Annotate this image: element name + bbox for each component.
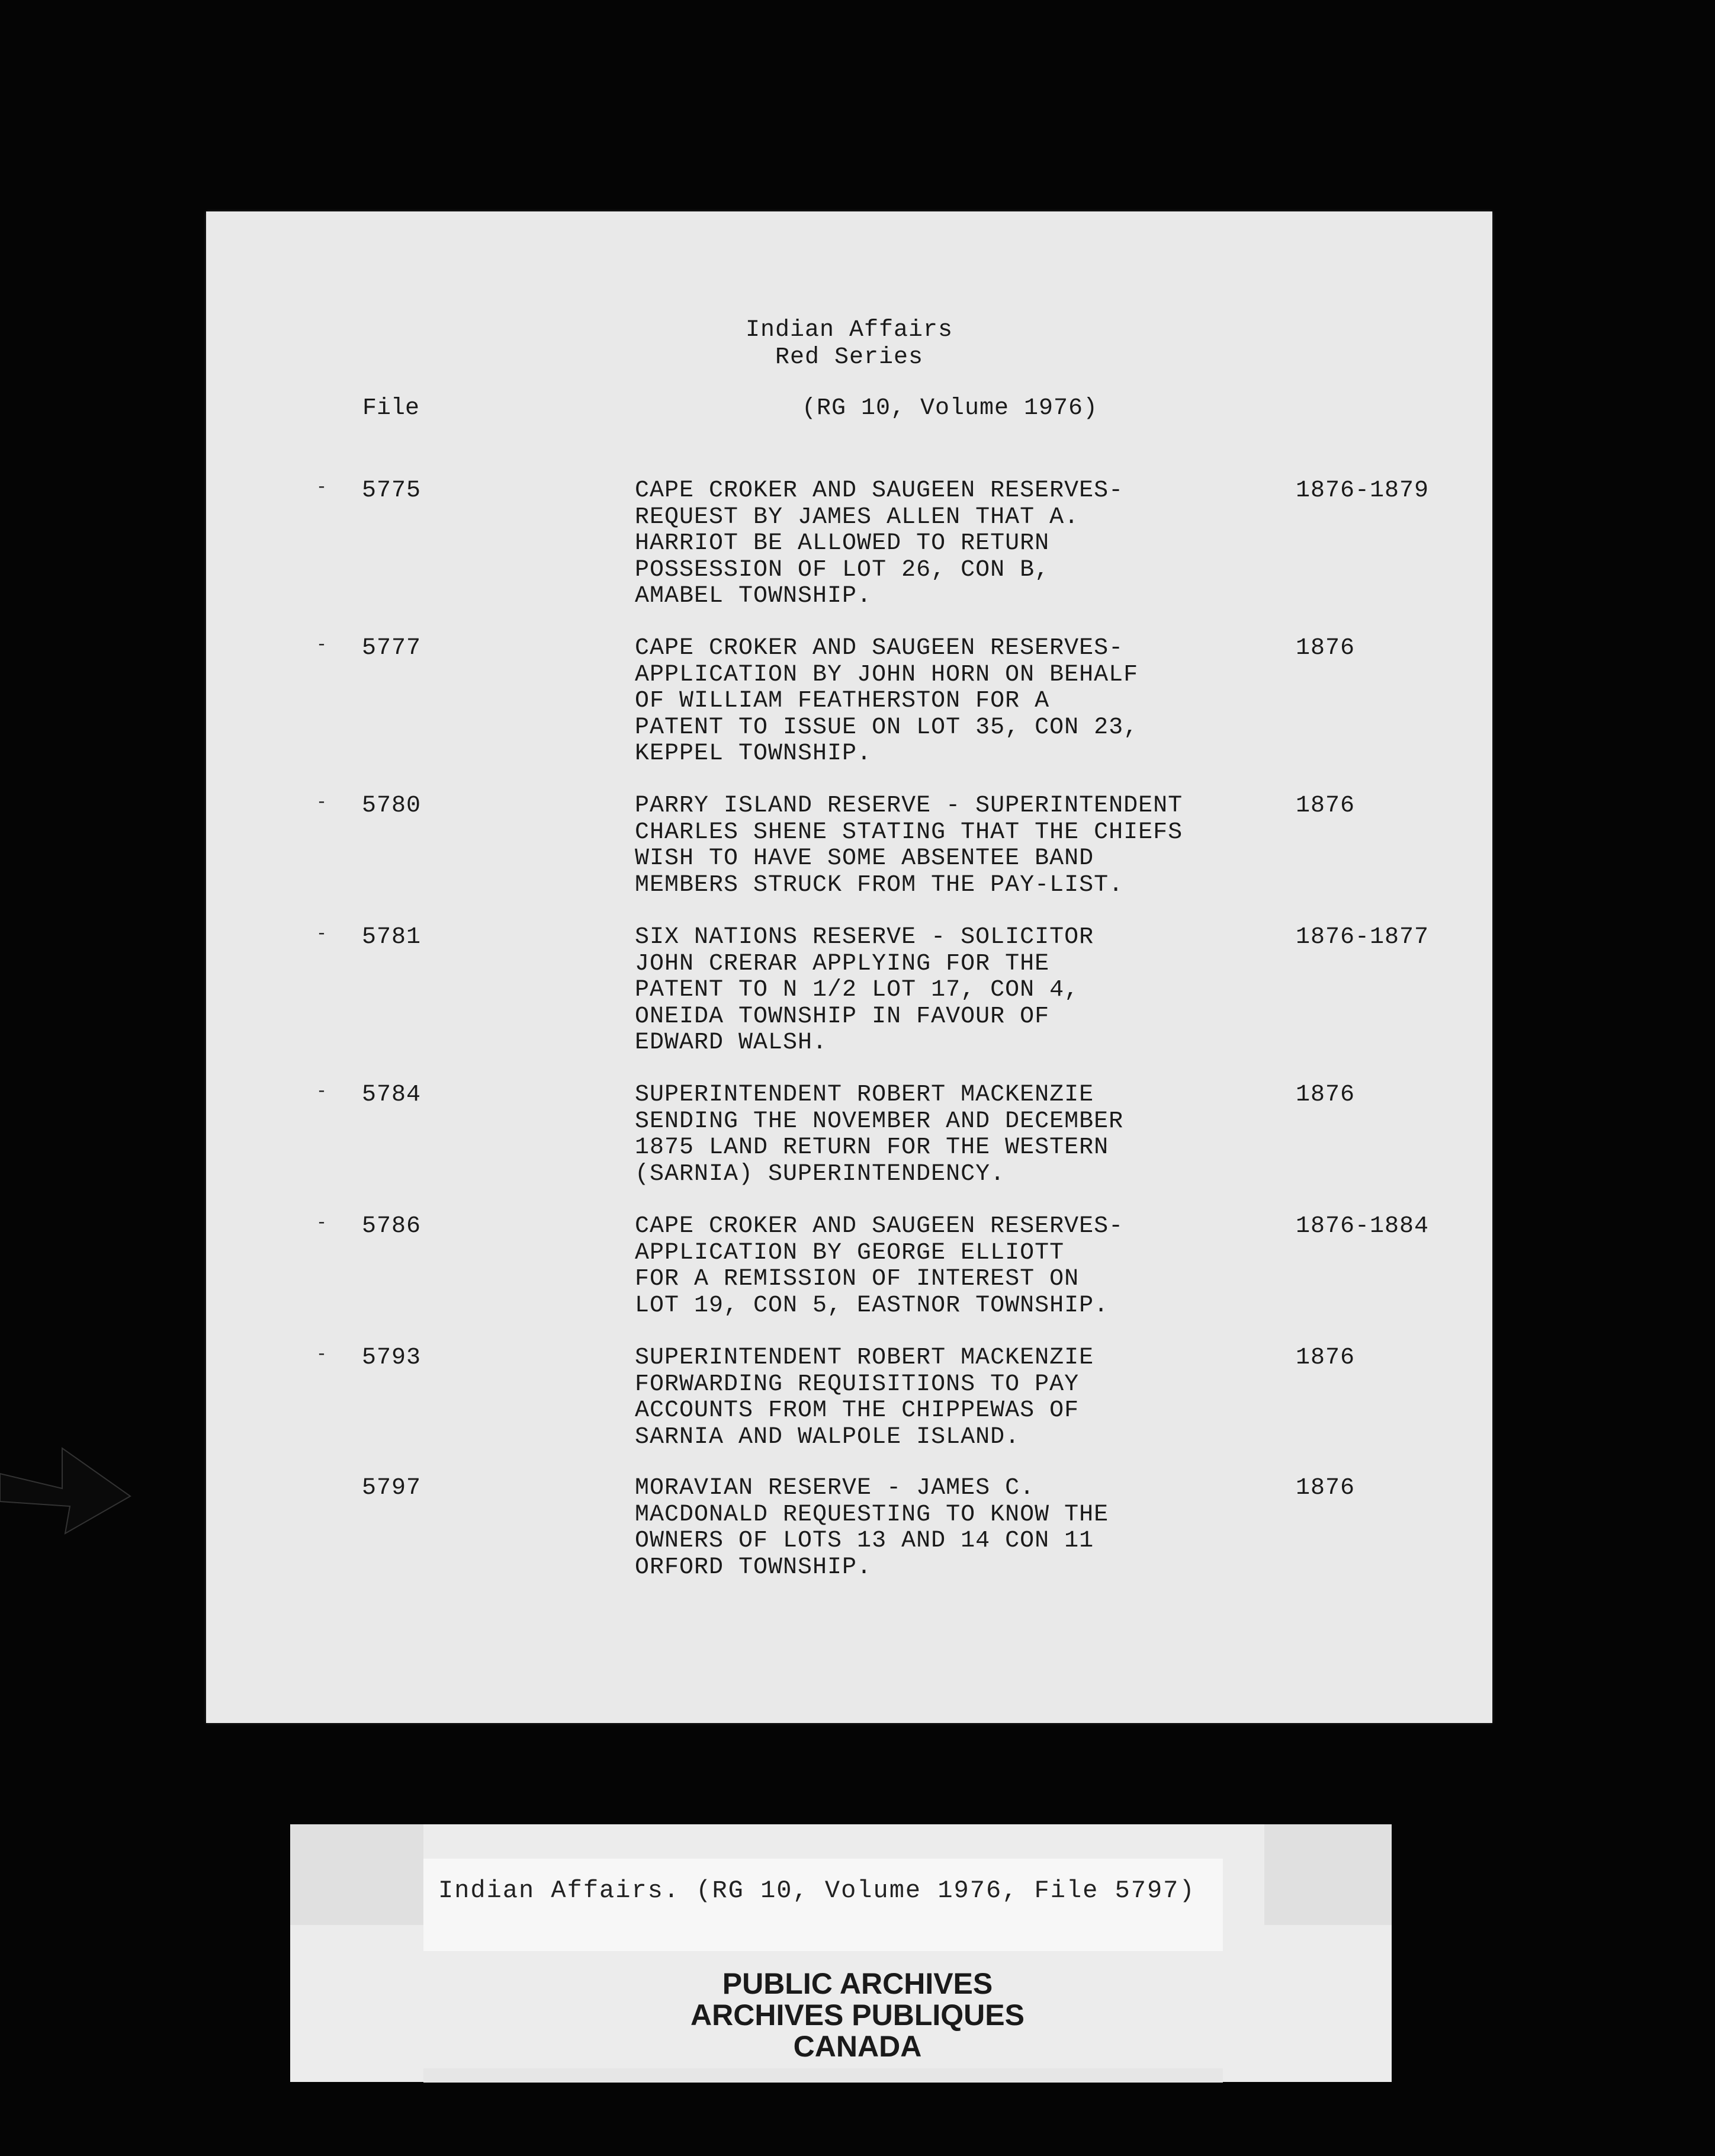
entry-file-number: 5786 xyxy=(362,1213,422,1240)
entry-mark: - xyxy=(316,1345,328,1365)
header-series: Red Series xyxy=(775,344,924,371)
archives-line-1: PUBLIC ARCHIVES xyxy=(722,1967,993,2000)
entry-mark: - xyxy=(316,477,328,498)
label-strip-text: Indian Affairs. (RG 10, Volume 1976, File 5797) xyxy=(438,1876,1196,1905)
entry-mark: - xyxy=(316,924,328,944)
entry-date: 1876-1879 xyxy=(1296,477,1430,504)
entry-mark: - xyxy=(316,1082,328,1102)
entry-file-number: 5793 xyxy=(362,1345,422,1371)
entry-date: 1876 xyxy=(1296,1082,1356,1108)
entry-date: 1876 xyxy=(1296,635,1356,662)
header-title: Indian Affairs xyxy=(745,317,953,344)
label-tab-right xyxy=(1264,1824,1392,1925)
entry-file-number: 5781 xyxy=(362,924,422,951)
entry-description: MORAVIAN RESERVE - JAMES C. MACDONALD REQUESTING TO KNOW THE OWNERS OF LOTS 13 AND 14 CON 11 ORFORD TOWNSHIP. xyxy=(635,1475,1109,1581)
entry-mark: - xyxy=(316,635,328,655)
entry-description: SUPERINTENDENT ROBERT MACKENZIE FORWARDING REQUISITIONS TO PAY ACCOUNTS FROM THE CHIPPEWAS OF SARNIA AND WALPOLE ISLAND. xyxy=(635,1345,1094,1451)
entry-description: SIX NATIONS RESERVE - SOLICITOR JOHN CRERAR APPLYING FOR THE PATENT TO N 1/2 LOT 17, CON 4, ONEIDA TOWNSHIP IN FAVOUR OF EDWARD WALSH. xyxy=(635,924,1094,1056)
entry-description: SUPERINTENDENT ROBERT MACKENZIE SENDING THE NOVEMBER AND DECEMBER 1875 LAND RETURN FOR THE WESTERN (SARNIA) SUPERINTENDENCY. xyxy=(635,1082,1124,1188)
entry-mark: - xyxy=(316,793,328,813)
entry-date: 1876 xyxy=(1296,793,1356,819)
header-reference: (RG 10, Volume 1976) xyxy=(801,395,1099,422)
entry-mark: - xyxy=(316,1213,328,1233)
entry-file-number: 5777 xyxy=(362,635,422,662)
entry-date: 1876 xyxy=(1296,1345,1356,1371)
file-column-label: File xyxy=(362,395,420,422)
entry-description: CAPE CROKER AND SAUGEEN RESERVES- APPLICATION BY GEORGE ELLIOTT FOR A REMISSION OF INTEREST ON LOT 19, CON 5, EASTNOR TOWNSHIP. xyxy=(635,1213,1124,1319)
archives-line-2: ARCHIVES PUBLIQUES xyxy=(691,1998,1024,2032)
label-strip xyxy=(423,1859,1223,1951)
label-bottom-edge xyxy=(423,2068,1223,2083)
entry-description: CAPE CROKER AND SAUGEEN RESERVES- APPLICATION BY JOHN HORN ON BEHALF OF WILLIAM FEATHERSTON FOR A PATENT TO ISSUE ON LOT 35, CON 23, KEPPEL TOWNSHIP. xyxy=(635,635,1139,767)
entry-file-number: 5780 xyxy=(362,793,422,819)
entry-date: 1876 xyxy=(1296,1475,1356,1502)
pointer-arrow-icon xyxy=(0,1447,154,1536)
entry-file-number: 5797 xyxy=(362,1475,422,1502)
entry-file-number: 5775 xyxy=(362,477,422,504)
document-page xyxy=(206,211,1492,1723)
entry-date: 1876-1884 xyxy=(1296,1213,1430,1240)
entry-date: 1876-1877 xyxy=(1296,924,1430,951)
entry-description: PARRY ISLAND RESERVE - SUPERINTENDENT CHARLES SHENE STATING THAT THE CHIEFS WISH TO HAVE SOME ABSENTEE BAND MEMBERS STRUCK FROM THE PAY-LIST. xyxy=(635,793,1183,899)
archives-line-3: CANADA xyxy=(793,2030,922,2063)
entry-file-number: 5784 xyxy=(362,1082,422,1108)
label-tab-left xyxy=(290,1824,423,1925)
entry-description: CAPE CROKER AND SAUGEEN RESERVES- REQUEST BY JAMES ALLEN THAT A. HARRIOT BE ALLOWED TO RETURN POSSESSION OF LOT 26, CON B, AMABEL TOWNSHIP. xyxy=(635,477,1124,609)
